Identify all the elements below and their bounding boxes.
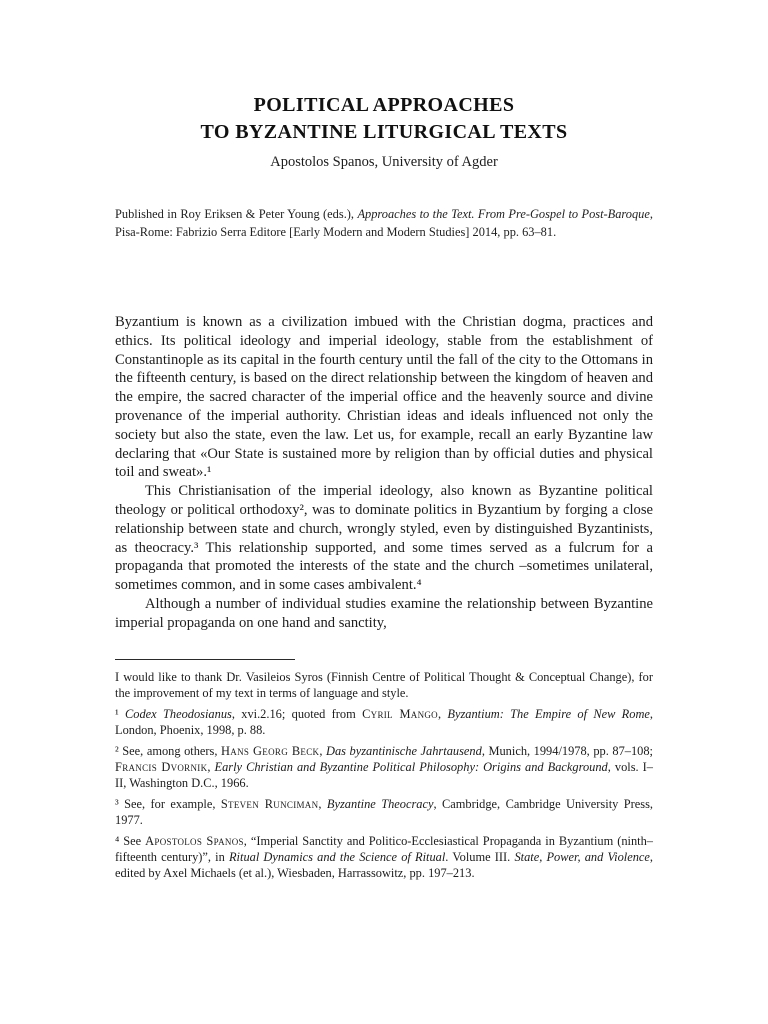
text-segment: ¹ [115,706,126,721]
text-segment: I would like to thank Dr. Vasileios Syros (Finnish Centre of Political Thought & Conceptual Change), for the improvement of my text in terms of language and style. [115,669,653,700]
text-segment: , Pisa-Rome: Fabrizio Serra Editore [Early Modern and Modern Studies] 2014, pp. 63–81. [115,207,653,239]
paper-title [115,92,653,146]
text-segment: , [207,759,215,774]
footnote-3 [115,796,653,828]
author-line: Apostolos Spanos, University of Agder [270,154,498,170]
text-segment: Apostolos Spanos [145,833,244,848]
text-segment: Byzantium: The Empire of New Rome [447,706,650,721]
text-segment: ² See, among others, [115,743,222,758]
body-paragraph-2 [115,482,653,595]
text-segment: Ritual Dynamics and the Science of Ritual [228,849,446,864]
text-segment: . Volume III. [445,849,515,864]
text-segment: Steven Runciman [220,796,319,811]
text-segment: , [318,796,327,811]
text-segment: This Christianisation of the imperial ideology, also known as Byzantine political theology or political orthodoxy², was to dominate politics in Byzantium by forging a close relationship between state and church, wrongly styled, even by distinguished Byzantinists, as theocracy.³ This relationship supported, and some times served as a fulcrum for a propaganda that promoted the interests of the state and the church –sometimes unilateral, sometimes common, and in some cases ambivalent.⁴ [115,483,653,594]
text-segment: , vols. I–II, Washington D.C., 1966. [115,759,653,790]
text-segment: , Cambridge, Cambridge University Press, 1977. [115,796,653,827]
text-segment: , edited by Axel Michaels (et al.), Wiesbaden, Harrassowitz, pp. 197–213. [115,849,654,880]
footnote-4 [115,833,653,881]
paper-title-line-1: POLITICAL APPROACHES [253,94,515,116]
text-segment: , [437,706,448,721]
text-segment: Francis Dvornik [115,759,208,774]
body-text [115,313,653,633]
footnote-separator [115,659,295,660]
footnote-1 [115,706,653,738]
text-segment: Das byzantinische Jahrtausend [326,743,482,758]
text-segment: ³ See, for example, [115,796,221,811]
text-segment: , Munich, 1994/1978, pp. 87–108; [481,743,653,758]
text-segment: State, Power, and Violence [514,849,650,864]
text-segment: Cyril Mango [362,706,438,721]
footnote-2 [115,743,653,791]
publication-note [115,205,653,241]
text-segment: Published in Roy Eriksen & Peter Young (eds.), [115,207,358,221]
text-segment: , xvi.2.16; quoted from [231,706,363,721]
text-segment: Approaches to the Text. From Pre-Gospel to Post-Baroque [357,207,650,221]
footnotes-section [115,669,653,881]
page-content [115,0,653,886]
body-paragraph-1 [115,313,653,482]
text-segment: , “Imperial Sanctity and Politico-Ecclesiastical Propaganda in Byzantium (ninth–fifteenth century)”, in [115,833,653,864]
text-segment: , [319,743,327,758]
text-segment: Byzantium is known as a civilization imbued with the Christian dogma, practices and ethics. Its political ideology and imperial ideology, stable from the establishment of Constantinople as its capital in the fourth century until the fall of the city to the Ottomans in the fifteenth century, is based on the direct relationship between the kingdom of heaven and the empire, the sacred character of the imperial office and the heavenly source and divine provenance of the imperial authority. Christian ideas and ideals influenced not only the society but also the state, even the law. Let us, for example, recall an early Byzantine law declaring that «Our State is sustained more by religion than by official duties and physical toil and sweat».¹ [115,314,653,481]
text-segment: ⁴ See [115,833,146,848]
text-segment: , London, Phoenix, 1998, p. 88. [115,706,654,737]
footnote-acknowledgment [115,669,653,701]
text-segment: Byzantine Theocracy [326,796,434,811]
text-segment: Early Christian and Byzantine Political Philosophy: Origins and Background [214,759,608,774]
text-segment: Hans Georg Beck [221,743,320,758]
paper-title-line-2: TO BYZANTINE LITURGICAL TEXTS [200,121,568,143]
text-segment: Codex Theodosianus [125,706,232,721]
text-segment: Although a number of individual studies examine the relationship between Byzantine imperial propaganda on one hand and sanctity, [115,595,653,631]
body-paragraph-3 [115,595,653,633]
